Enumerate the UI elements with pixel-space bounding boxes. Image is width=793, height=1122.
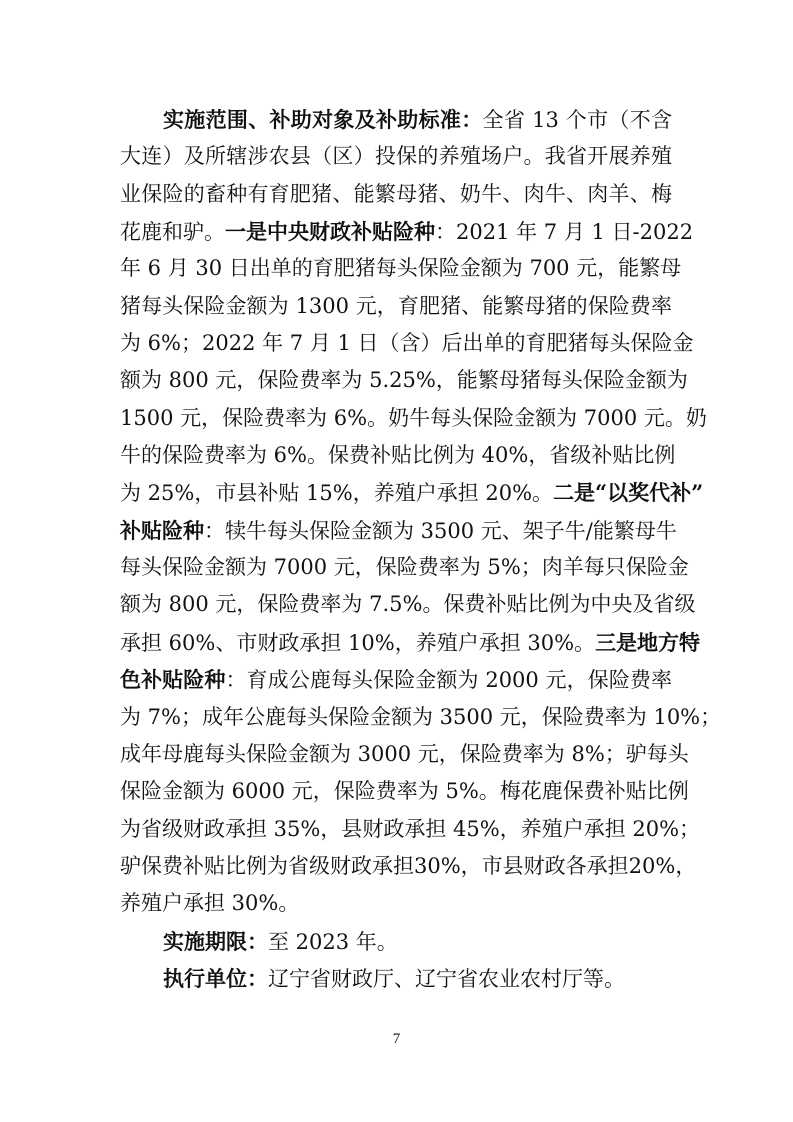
body-line: [120, 362, 688, 399]
subheading-local-cont: 色补贴险种: [120, 667, 226, 693]
body-line: [120, 624, 701, 661]
body-text: 养殖户承担 30%。: [120, 891, 300, 916]
body-text: 驴保费补贴比例为省级财政承担30%，市县财政各承担20%，: [120, 853, 697, 878]
body-text: 保险金额为 6000 元，保险费率为 5%。梅花鹿保费补贴比例: [120, 779, 689, 804]
body-line: [120, 325, 694, 362]
body-text: 额为 800 元，保险费率为 7.5%。保费补贴比例为中央及省级: [120, 592, 696, 617]
body-text: 牛的保险费率为 6%。保费补贴比例为 40%，省级补贴比例: [120, 443, 676, 468]
body-text: 花鹿和驴。: [120, 220, 225, 245]
body-line: [120, 848, 697, 885]
body-line: [120, 288, 672, 325]
period-line: [120, 923, 672, 960]
body-line-last: [120, 885, 672, 922]
section-heading-period: 实施期限：: [163, 928, 268, 954]
subheading-central: 一是中央财政补贴险种: [225, 219, 435, 245]
body-text: 年 6 月 30 日出单的育肥猪每头保险金额为 700 元，能繁母: [120, 256, 682, 281]
section-heading-executor: 执行单位：: [163, 965, 268, 991]
body-text: 为 7%；成年公鹿每头保险金额为 3500 元，保险费率为 10%；: [120, 704, 722, 729]
body-line: [120, 474, 704, 511]
body-line: [120, 400, 707, 437]
body-line: [120, 101, 672, 138]
subheading-reward: 二是“以奖代补”: [553, 480, 704, 506]
body-line: [120, 213, 694, 250]
subheading-reward-cont: 补贴险种: [120, 517, 204, 543]
body-line: [120, 138, 672, 175]
body-text: ：2021 年 7 月 1 日-2022: [435, 220, 694, 245]
body-text: 承担 60%、市财政承担 10%，养殖户承担 30%。: [120, 630, 596, 655]
body-line: [120, 250, 682, 287]
body-text: 成年母鹿每头保险金额为 3000 元，保险费率为 8%；驴每头: [120, 741, 689, 766]
body-text: 业保险的畜种有育肥猪、能繁母猪、奶牛、肉牛、肉羊、梅: [120, 181, 672, 206]
period-text: 至 2023 年。: [268, 929, 398, 954]
body-text: 额为 800 元，保险费率为 5.25%，能繁母猪每头保险金额为: [120, 368, 688, 393]
body-line: [120, 586, 696, 623]
body-text: ：犊牛每头保险金额为 3500 元、架子牛/能繁母牛: [204, 518, 677, 543]
body-text: 为省级财政承担 35%，县财政承担 45%，养殖户承担 20%；: [120, 816, 701, 841]
executor-text: 辽宁省财政厅、辽宁省农业农村厅等。: [268, 966, 625, 991]
body-text: 大连）及所辖涉农县（区）投保的养殖场户。我省开展养殖: [120, 144, 672, 169]
body-text: 全省 13 个市（不含: [482, 108, 672, 132]
body-line: [120, 736, 689, 773]
body-line: [120, 811, 701, 848]
body-line: [120, 176, 672, 213]
body-line: [120, 661, 672, 698]
page-number: 7: [392, 1031, 401, 1047]
body-text: 猪每头保险金额为 1300 元，育肥猪、能繁母猪的保险费率: [120, 293, 672, 318]
body-line: [120, 699, 722, 736]
body-text: ：育成公鹿每头保险金额为 2000 元，保险费率: [225, 668, 673, 693]
body-line: [120, 437, 676, 474]
executor-line: [120, 960, 672, 997]
subheading-local: 三是地方特: [595, 629, 701, 655]
section-heading-scope: 实施范围、补助对象及补助标准：: [163, 107, 483, 132]
body-line: [120, 549, 689, 586]
body-text: 为 6%；2022 年 7 月 1 日（含）后出单的育肥猪每头保险金: [120, 331, 694, 356]
body-line: [120, 512, 677, 549]
body-text: 为 25%，市县补贴 15%，养殖户承担 20%。: [120, 481, 554, 506]
body-line: [120, 773, 689, 810]
document-body: [120, 101, 722, 997]
body-text: 1500 元，保险费率为 6%。奶牛每头保险金额为 7000 元。奶: [120, 405, 707, 430]
body-text: 每头保险金额为 7000 元，保险费率为 5%；肉羊每只保险金: [120, 555, 689, 580]
